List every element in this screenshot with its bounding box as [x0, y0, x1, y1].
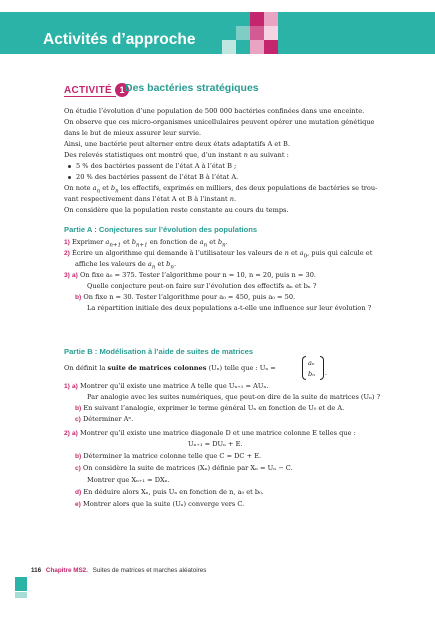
matrix-bottom-entry: bₙ [308, 370, 315, 378]
activity-title: Des bactéries stratégiques [125, 82, 259, 94]
part-b-question-1a: 1) a) Montrer qu’il existe une matrice A telle que Uₙ₊₁ = AUₙ. [64, 382, 269, 390]
part-b-definition: On définit la suite de matrices colonnes (Uₙ) telle que : Uₙ = [64, 364, 276, 372]
part-a-question-3a-cont: Quelle conjecture peut-on faire sur l’évolution des effectifs aₙ et bₙ ? [87, 282, 317, 290]
intro-bullet-2: 20 % des bactéries passent de l’état B à l’état A. [76, 173, 239, 181]
part-b-question-2c-cont: Montrer que Xₙ₊₁ = DXₙ. [87, 476, 170, 484]
bullet-dot [68, 165, 71, 168]
activity-badge [64, 83, 129, 97]
part-b-definition-end: . [325, 369, 328, 377]
activity-label: ACTIVITÉ [64, 84, 112, 96]
part-a-question-2: 2) Écrire un algorithme qui demande à l’utilisateur les valeurs de n et $a_0$, puis qui calcule et [64, 249, 373, 260]
matrix-top-entry: aₙ [308, 359, 315, 367]
part-b-question-2a: 2) a) Montrer qu’il existe une matrice diagonale D et une matrice colonne E telles que : [64, 429, 356, 437]
part-a-title: Partie A : Conjectures sur l’évolution des populations [64, 225, 258, 234]
part-b-question-2b: b) Déterminer la matrice colonne telle que C = DC + E. [75, 452, 262, 460]
part-b-question-2c: c) On considère la suite de matrices (Xₙ) définie par Xₙ = Uₙ − C. [75, 464, 293, 472]
part-b-question-2a-equation: Uₙ₊₁ = DUₙ + E. [188, 440, 243, 448]
part-b-question-1a-cont: Par analogie avec les suites numériques, que peut-on dire de la suite de matrices (Uₙ) ? [87, 393, 381, 401]
footer-color-block-light [15, 592, 27, 598]
matrix-bracket-right [320, 356, 324, 380]
part-b-question-2d: d) En déduire alors Xₙ, puis Uₙ en fonction de n, a₀ et b₀. [75, 488, 264, 496]
part-a-question-2-cont: affiche les valeurs de $a_n$ et $b_n$. [75, 260, 177, 271]
matrix-bracket-left [302, 356, 306, 380]
footer-color-block [15, 577, 27, 591]
page-number: 116 [31, 567, 42, 574]
part-a-question-1: 1) Exprimer $a_{n+1}$ et $b_{n+1}$ en fonction de $a_n$ et $b_n$. [64, 238, 228, 249]
part-b-question-1c: c) Déterminer Aⁿ. [75, 415, 134, 423]
bullet-dot [68, 176, 71, 179]
footer-chapter-title: Suites de matrices et marches aléatoires [92, 567, 207, 574]
intro-line-3: dans le but de mieux assurer leur survie. [64, 129, 202, 137]
part-b-question-2e: e) Montrer alors que la suite (Uₙ) converge vers C. [75, 500, 245, 508]
intro-line-8: On considère que la population reste constante au cours du temps. [64, 206, 289, 214]
intro-line-4: Ainsi, une bactérie peut alterner entre deux états adaptatifs A et B. [64, 140, 290, 148]
footer-chapter: Chapitre MS2. [45, 567, 88, 574]
intro-line-1: On étudie l’évolution d’une population de 500 000 bactéries confinées dans une enceinte. [64, 107, 365, 115]
page-footer [31, 567, 206, 574]
intro-line-7: vant respectivement dans l’état A et B à l’instant n. [64, 195, 237, 203]
intro-line-6: On note $a_n$ et $b_n$ les effectifs, exprimés en milliers, des deux populations de bactéries se trou- [64, 184, 378, 195]
part-a-question-3a: 3) a) On fixe a₀ = 375. Tester l’algorithme pour n = 10, n = 20, puis n = 30. [64, 271, 316, 279]
part-b-question-1b: b) En suivant l’analogie, exprimer le terme général Uₙ en fonction de U₀ et de A. [75, 404, 345, 412]
part-a-question-3b-cont: La répartition initiale des deux populations a-t-elle une influence sur leur évolution ? [87, 304, 372, 312]
intro-line-2: On observe que ces micro-organismes unicellulaires peuvent opérer une mutation génétique [64, 118, 375, 126]
page-title: Activités d’approche [43, 31, 196, 48]
intro-line-5: Des relevés statistiques ont montré que, d’un instant n au suivant : [64, 151, 289, 159]
intro-bullet-1: 5 % des bactéries passent de l’état A à l’état B ; [76, 162, 237, 170]
activity-number: 1 [115, 83, 129, 97]
part-b-title: Partie B : Modélisation à l’aide de suites de matrices [64, 347, 254, 356]
activity-underline [64, 96, 116, 97]
part-a-question-3b: b) On fixe n = 30. Tester l’algorithme pour a₀ = 450, puis a₀ = 50. [75, 293, 296, 301]
matrix-u-n [302, 356, 324, 380]
